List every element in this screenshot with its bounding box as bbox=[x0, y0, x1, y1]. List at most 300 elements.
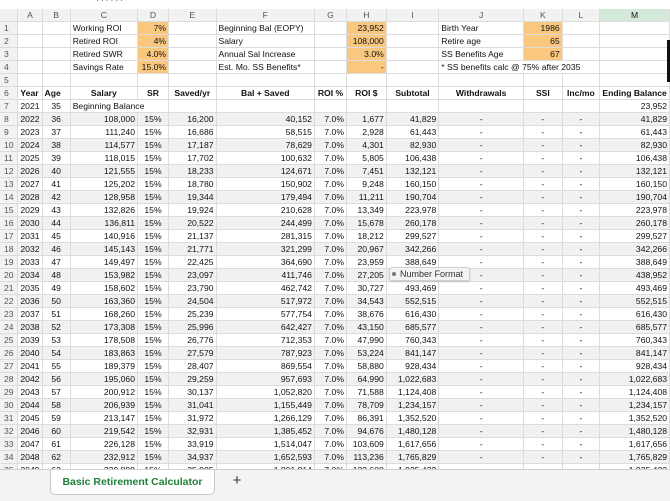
salary-cell[interactable]: 232,912 bbox=[70, 451, 137, 464]
cell-i[interactable] bbox=[386, 35, 438, 48]
bal-saved-cell[interactable]: 210,628 bbox=[216, 204, 314, 217]
roi-pct-cell[interactable]: 7.0% bbox=[314, 152, 346, 165]
roi-amt-cell[interactable]: 64,990 bbox=[346, 373, 386, 386]
column-header-i[interactable]: I bbox=[386, 9, 438, 22]
cell-g[interactable] bbox=[314, 61, 346, 74]
saved-cell[interactable]: 27,579 bbox=[169, 347, 216, 360]
cell-a[interactable] bbox=[18, 35, 42, 48]
ssi-cell[interactable]: - bbox=[524, 451, 563, 464]
row-header-26[interactable]: 26 bbox=[0, 347, 18, 360]
ending-balance-cell[interactable]: 132,121 bbox=[600, 165, 670, 178]
salary-cell[interactable]: 153,982 bbox=[70, 269, 137, 282]
age-cell[interactable]: 48 bbox=[42, 269, 70, 282]
saved-cell[interactable]: 17,187 bbox=[169, 139, 216, 152]
saved-cell[interactable]: 29,259 bbox=[169, 373, 216, 386]
cell-l[interactable] bbox=[562, 35, 600, 48]
row-header-11[interactable]: 11 bbox=[0, 152, 18, 165]
withdrawals-cell[interactable]: - bbox=[439, 451, 524, 464]
inc-cell[interactable]: - bbox=[562, 373, 600, 386]
saved-cell[interactable]: 28,407 bbox=[169, 360, 216, 373]
sr-cell[interactable]: 15% bbox=[137, 282, 168, 295]
age-cell[interactable]: 35 bbox=[42, 100, 70, 113]
age-cell[interactable]: 60 bbox=[42, 425, 70, 438]
column-header-a[interactable]: A bbox=[18, 9, 42, 22]
roi-pct-cell[interactable]: 7.0% bbox=[314, 165, 346, 178]
withdrawals-cell[interactable]: - bbox=[439, 412, 524, 425]
year-cell[interactable]: 2021 bbox=[18, 100, 42, 113]
ending-balance-cell[interactable]: 260,178 bbox=[600, 217, 670, 230]
age-cell[interactable]: 36 bbox=[42, 113, 70, 126]
sr-cell[interactable]: 15% bbox=[137, 204, 168, 217]
input-value[interactable]: 108,000 bbox=[346, 35, 386, 48]
row-header-12[interactable]: 12 bbox=[0, 165, 18, 178]
salary-cell[interactable]: 114,577 bbox=[70, 139, 137, 152]
year-cell[interactable]: 2046 bbox=[18, 425, 42, 438]
inc-cell[interactable]: - bbox=[562, 321, 600, 334]
cell-m[interactable] bbox=[600, 35, 670, 48]
roi-pct-cell[interactable]: 7.0% bbox=[314, 243, 346, 256]
ssi-cell[interactable]: - bbox=[524, 386, 563, 399]
year-cell[interactable]: 2033 bbox=[18, 256, 42, 269]
cell-m[interactable] bbox=[600, 61, 670, 74]
input-value[interactable]: 7% bbox=[137, 22, 168, 35]
sr-cell[interactable]: 15% bbox=[137, 165, 168, 178]
salary-cell[interactable]: 158,602 bbox=[70, 282, 137, 295]
age-cell[interactable]: 51 bbox=[42, 308, 70, 321]
ssi-cell[interactable]: - bbox=[524, 334, 563, 347]
inc-cell[interactable]: - bbox=[562, 360, 600, 373]
ending-balance-cell[interactable]: 438,952 bbox=[600, 269, 670, 282]
cell-a[interactable] bbox=[18, 61, 42, 74]
year-cell[interactable]: 2038 bbox=[18, 321, 42, 334]
year-cell[interactable]: 2047 bbox=[18, 438, 42, 451]
roi-amt-cell[interactable]: 71,588 bbox=[346, 386, 386, 399]
subtotal-cell[interactable]: 760,343 bbox=[386, 334, 438, 347]
ending-balance-cell[interactable]: 616,430 bbox=[600, 308, 670, 321]
row-header-3[interactable]: 3 bbox=[0, 48, 18, 61]
cell-e[interactable] bbox=[169, 35, 216, 48]
ssi-cell[interactable]: - bbox=[524, 412, 563, 425]
roi-pct-cell[interactable]: 7.0% bbox=[314, 373, 346, 386]
cell-a[interactable] bbox=[18, 48, 42, 61]
salary-cell[interactable]: 183,863 bbox=[70, 347, 137, 360]
input-value[interactable]: 4.0% bbox=[137, 48, 168, 61]
row-header-33[interactable]: 33 bbox=[0, 438, 18, 451]
withdrawals-cell[interactable]: - bbox=[439, 308, 524, 321]
empty-cell[interactable] bbox=[439, 74, 524, 87]
ssi-cell[interactable]: - bbox=[524, 230, 563, 243]
row-header-9[interactable]: 9 bbox=[0, 126, 18, 139]
cell-e[interactable] bbox=[169, 48, 216, 61]
row-header-5[interactable]: 5 bbox=[0, 74, 18, 87]
roi-amt-cell[interactable]: 4,301 bbox=[346, 139, 386, 152]
salary-cell[interactable]: 163,360 bbox=[70, 295, 137, 308]
row-header-7[interactable]: 7 bbox=[0, 100, 18, 113]
year-cell[interactable]: 2032 bbox=[18, 243, 42, 256]
inc-cell[interactable]: - bbox=[562, 139, 600, 152]
empty-cell[interactable] bbox=[346, 100, 386, 113]
row-header-20[interactable]: 20 bbox=[0, 269, 18, 282]
empty-cell[interactable] bbox=[169, 74, 216, 87]
saved-cell[interactable]: 19,924 bbox=[169, 204, 216, 217]
bal-saved-cell[interactable]: 244,499 bbox=[216, 217, 314, 230]
age-cell[interactable]: 56 bbox=[42, 373, 70, 386]
roi-amt-cell[interactable]: 27,205 bbox=[346, 269, 386, 282]
empty-cell[interactable] bbox=[524, 100, 563, 113]
ssi-cell[interactable]: - bbox=[524, 438, 563, 451]
bal-saved-cell[interactable]: 124,671 bbox=[216, 165, 314, 178]
roi-amt-cell[interactable]: 15,678 bbox=[346, 217, 386, 230]
subtotal-cell[interactable]: 1,480,128 bbox=[386, 425, 438, 438]
salary-cell[interactable]: 178,508 bbox=[70, 334, 137, 347]
inc-cell[interactable]: - bbox=[562, 269, 600, 282]
saved-cell[interactable]: 19,344 bbox=[169, 191, 216, 204]
bal-saved-cell[interactable]: 1,155,449 bbox=[216, 399, 314, 412]
ssi-cell[interactable]: - bbox=[524, 282, 563, 295]
withdrawals-cell[interactable]: - bbox=[439, 230, 524, 243]
empty-cell[interactable] bbox=[600, 74, 670, 87]
saved-cell[interactable]: 31,041 bbox=[169, 399, 216, 412]
ssi-cell[interactable]: - bbox=[524, 217, 563, 230]
ending-balance-cell[interactable]: 1,022,683 bbox=[600, 373, 670, 386]
roi-pct-cell[interactable]: 7.0% bbox=[314, 451, 346, 464]
empty-cell[interactable] bbox=[18, 74, 42, 87]
subtotal-cell[interactable]: 1,022,683 bbox=[386, 373, 438, 386]
withdrawals-cell[interactable]: - bbox=[439, 360, 524, 373]
empty-cell[interactable] bbox=[42, 74, 70, 87]
sr-cell[interactable]: 15% bbox=[137, 412, 168, 425]
inc-cell[interactable]: - bbox=[562, 295, 600, 308]
inc-cell[interactable]: - bbox=[562, 204, 600, 217]
withdrawals-cell[interactable]: - bbox=[439, 399, 524, 412]
bal-saved-cell[interactable]: 321,299 bbox=[216, 243, 314, 256]
inc-cell[interactable]: - bbox=[562, 230, 600, 243]
bal-saved-cell[interactable]: 100,632 bbox=[216, 152, 314, 165]
ssi-cell[interactable]: - bbox=[524, 126, 563, 139]
row-header-22[interactable]: 22 bbox=[0, 295, 18, 308]
column-header-c[interactable]: C bbox=[70, 9, 137, 22]
bal-saved-cell[interactable]: 787,923 bbox=[216, 347, 314, 360]
year-cell[interactable]: 2040 bbox=[18, 347, 42, 360]
sr-cell[interactable]: 15% bbox=[137, 113, 168, 126]
saved-cell[interactable]: 33,919 bbox=[169, 438, 216, 451]
roi-pct-cell[interactable]: 7.0% bbox=[314, 269, 346, 282]
roi-amt-cell[interactable]: 58,880 bbox=[346, 360, 386, 373]
ending-balance-cell[interactable]: 493,469 bbox=[600, 282, 670, 295]
cell-g[interactable] bbox=[314, 35, 346, 48]
bal-saved-cell[interactable]: 517,972 bbox=[216, 295, 314, 308]
row-header-31[interactable]: 31 bbox=[0, 412, 18, 425]
subtotal-cell[interactable]: 928,434 bbox=[386, 360, 438, 373]
subtotal-cell[interactable]: 493,469 bbox=[386, 282, 438, 295]
bal-saved-cell[interactable]: 40,152 bbox=[216, 113, 314, 126]
ssi-cell[interactable]: - bbox=[524, 360, 563, 373]
roi-amt-cell[interactable]: 18,212 bbox=[346, 230, 386, 243]
sr-cell[interactable]: 15% bbox=[137, 334, 168, 347]
roi-amt-cell[interactable]: 34,543 bbox=[346, 295, 386, 308]
roi-amt-cell[interactable]: 9,248 bbox=[346, 178, 386, 191]
bal-saved-cell[interactable]: 58,515 bbox=[216, 126, 314, 139]
salary-cell[interactable]: 128,958 bbox=[70, 191, 137, 204]
roi-pct-cell[interactable]: 7.0% bbox=[314, 204, 346, 217]
roi-pct-cell[interactable]: 7.0% bbox=[314, 438, 346, 451]
ending-balance-cell[interactable]: 160,150 bbox=[600, 178, 670, 191]
cell-b[interactable] bbox=[42, 35, 70, 48]
age-cell[interactable]: 47 bbox=[42, 256, 70, 269]
input-value[interactable]: - bbox=[346, 61, 386, 74]
age-cell[interactable]: 37 bbox=[42, 126, 70, 139]
roi-amt-cell[interactable]: 113,236 bbox=[346, 451, 386, 464]
salary-cell[interactable]: 189,379 bbox=[70, 360, 137, 373]
withdrawals-cell[interactable]: - bbox=[439, 217, 524, 230]
column-header-h[interactable]: H bbox=[346, 9, 386, 22]
ssi-cell[interactable]: - bbox=[524, 204, 563, 217]
withdrawals-cell[interactable]: - bbox=[439, 282, 524, 295]
row-header-13[interactable]: 13 bbox=[0, 178, 18, 191]
cell-i[interactable] bbox=[386, 22, 438, 35]
salary-cell[interactable]: 121,555 bbox=[70, 165, 137, 178]
salary-cell[interactable]: 226,128 bbox=[70, 438, 137, 451]
salary-cell[interactable]: 125,202 bbox=[70, 178, 137, 191]
subtotal-cell[interactable]: 1,124,408 bbox=[386, 386, 438, 399]
year-cell[interactable]: 2024 bbox=[18, 139, 42, 152]
bal-saved-cell[interactable]: 869,554 bbox=[216, 360, 314, 373]
roi-amt-cell[interactable]: 38,676 bbox=[346, 308, 386, 321]
row-header-28[interactable]: 28 bbox=[0, 373, 18, 386]
input-value[interactable]: 4% bbox=[137, 35, 168, 48]
subtotal-cell[interactable]: 61,443 bbox=[386, 126, 438, 139]
saved-cell[interactable]: 18,780 bbox=[169, 178, 216, 191]
roi-amt-cell[interactable]: 94,676 bbox=[346, 425, 386, 438]
row-header-29[interactable]: 29 bbox=[0, 386, 18, 399]
row-header-10[interactable]: 10 bbox=[0, 139, 18, 152]
ending-balance-cell[interactable]: 841,147 bbox=[600, 347, 670, 360]
roi-pct-cell[interactable]: 7.0% bbox=[314, 412, 346, 425]
saved-cell[interactable]: 30,137 bbox=[169, 386, 216, 399]
saved-cell[interactable]: 31,972 bbox=[169, 412, 216, 425]
row-header-34[interactable]: 34 bbox=[0, 451, 18, 464]
withdrawals-cell[interactable]: - bbox=[439, 347, 524, 360]
empty-cell[interactable] bbox=[524, 74, 563, 87]
year-cell[interactable]: 2028 bbox=[18, 191, 42, 204]
sr-cell[interactable]: 15% bbox=[137, 373, 168, 386]
year-cell[interactable]: 2039 bbox=[18, 334, 42, 347]
cell-g[interactable] bbox=[314, 22, 346, 35]
subtotal-cell[interactable]: 1,234,157 bbox=[386, 399, 438, 412]
salary-cell[interactable]: 136,811 bbox=[70, 217, 137, 230]
inc-cell[interactable]: - bbox=[562, 113, 600, 126]
row-header-6[interactable]: 6 bbox=[0, 87, 18, 100]
subtotal-cell[interactable]: 260,178 bbox=[386, 217, 438, 230]
bal-saved-cell[interactable]: 462,742 bbox=[216, 282, 314, 295]
year-cell[interactable]: 2027 bbox=[18, 178, 42, 191]
salary-cell[interactable]: 200,912 bbox=[70, 386, 137, 399]
year-cell[interactable]: 2022 bbox=[18, 113, 42, 126]
ssi-cell[interactable]: - bbox=[524, 178, 563, 191]
ending-balance-cell[interactable]: 190,704 bbox=[600, 191, 670, 204]
inc-cell[interactable]: - bbox=[562, 178, 600, 191]
sr-cell[interactable]: 15% bbox=[137, 386, 168, 399]
withdrawals-cell[interactable]: - bbox=[439, 126, 524, 139]
sr-cell[interactable]: 15% bbox=[137, 230, 168, 243]
roi-amt-cell[interactable]: 20,967 bbox=[346, 243, 386, 256]
saved-cell[interactable]: 25,239 bbox=[169, 308, 216, 321]
column-header-e[interactable]: E bbox=[169, 9, 216, 22]
ending-balance-cell[interactable]: 1,124,408 bbox=[600, 386, 670, 399]
ending-balance-cell[interactable]: 61,443 bbox=[600, 126, 670, 139]
row-header-23[interactable]: 23 bbox=[0, 308, 18, 321]
empty-cell[interactable] bbox=[439, 100, 524, 113]
roi-amt-cell[interactable]: 78,709 bbox=[346, 399, 386, 412]
age-cell[interactable]: 59 bbox=[42, 412, 70, 425]
subtotal-cell[interactable]: 552,515 bbox=[386, 295, 438, 308]
ssi-cell[interactable]: - bbox=[524, 269, 563, 282]
year-cell[interactable]: 2037 bbox=[18, 308, 42, 321]
subtotal-cell[interactable]: 41,829 bbox=[386, 113, 438, 126]
ending-balance-cell[interactable]: 685,577 bbox=[600, 321, 670, 334]
age-cell[interactable]: 40 bbox=[42, 165, 70, 178]
saved-cell[interactable]: 18,233 bbox=[169, 165, 216, 178]
row-header-19[interactable]: 19 bbox=[0, 256, 18, 269]
inc-cell[interactable]: - bbox=[562, 347, 600, 360]
row-header-21[interactable]: 21 bbox=[0, 282, 18, 295]
sr-cell[interactable]: 15% bbox=[137, 139, 168, 152]
year-cell[interactable]: 2026 bbox=[18, 165, 42, 178]
roi-amt-cell[interactable]: 7,451 bbox=[346, 165, 386, 178]
cell-l[interactable] bbox=[562, 48, 600, 61]
empty-cell[interactable] bbox=[314, 74, 346, 87]
roi-pct-cell[interactable]: 7.0% bbox=[314, 360, 346, 373]
saved-cell[interactable]: 26,776 bbox=[169, 334, 216, 347]
roi-pct-cell[interactable]: 7.0% bbox=[314, 139, 346, 152]
age-cell[interactable]: 45 bbox=[42, 230, 70, 243]
column-header-j[interactable]: J bbox=[439, 9, 524, 22]
salary-cell[interactable]: 168,260 bbox=[70, 308, 137, 321]
subtotal-cell[interactable]: 132,121 bbox=[386, 165, 438, 178]
inc-cell[interactable]: - bbox=[562, 412, 600, 425]
ssi-cell[interactable]: - bbox=[524, 243, 563, 256]
inc-cell[interactable]: - bbox=[562, 152, 600, 165]
ending-balance-cell[interactable]: 41,829 bbox=[600, 113, 670, 126]
ending-balance-cell[interactable]: 82,930 bbox=[600, 139, 670, 152]
inc-cell[interactable]: - bbox=[562, 451, 600, 464]
withdrawals-cell[interactable]: - bbox=[439, 178, 524, 191]
year-cell[interactable]: 2043 bbox=[18, 386, 42, 399]
subtotal-cell[interactable]: 223,978 bbox=[386, 204, 438, 217]
empty-cell[interactable] bbox=[216, 74, 314, 87]
inc-cell[interactable]: - bbox=[562, 243, 600, 256]
input-value[interactable]: 15.0% bbox=[137, 61, 168, 74]
sr-cell[interactable]: 15% bbox=[137, 178, 168, 191]
saved-cell[interactable]: 17,702 bbox=[169, 152, 216, 165]
cell-e[interactable] bbox=[169, 61, 216, 74]
year-cell[interactable]: 2045 bbox=[18, 412, 42, 425]
bal-saved-cell[interactable]: 577,754 bbox=[216, 308, 314, 321]
row-header-15[interactable]: 15 bbox=[0, 204, 18, 217]
roi-amt-cell[interactable]: 5,805 bbox=[346, 152, 386, 165]
input-value[interactable]: 23,952 bbox=[346, 22, 386, 35]
subtotal-cell[interactable]: 160,150 bbox=[386, 178, 438, 191]
withdrawals-cell[interactable]: - bbox=[439, 152, 524, 165]
inc-cell[interactable]: - bbox=[562, 282, 600, 295]
cell-b[interactable] bbox=[42, 61, 70, 74]
cell-i[interactable] bbox=[386, 48, 438, 61]
saved-cell[interactable]: 34,937 bbox=[169, 451, 216, 464]
empty-cell[interactable] bbox=[562, 100, 600, 113]
bal-saved-cell[interactable]: 1,385,452 bbox=[216, 425, 314, 438]
salary-cell[interactable]: 195,060 bbox=[70, 373, 137, 386]
cell-l[interactable] bbox=[562, 22, 600, 35]
column-header-k[interactable]: K bbox=[524, 9, 563, 22]
inc-cell[interactable]: - bbox=[562, 425, 600, 438]
cell-m[interactable] bbox=[600, 22, 670, 35]
ending-balance-cell[interactable]: 1,480,128 bbox=[600, 425, 670, 438]
bal-saved-cell[interactable]: 364,690 bbox=[216, 256, 314, 269]
ending-balance-cell[interactable]: 106,438 bbox=[600, 152, 670, 165]
age-cell[interactable]: 43 bbox=[42, 204, 70, 217]
age-cell[interactable]: 41 bbox=[42, 178, 70, 191]
sr-cell[interactable]: 15% bbox=[137, 438, 168, 451]
roi-amt-cell[interactable]: 47,990 bbox=[346, 334, 386, 347]
row-header-8[interactable]: 8 bbox=[0, 113, 18, 126]
saved-cell[interactable]: 23,790 bbox=[169, 282, 216, 295]
saved-cell[interactable]: 16,200 bbox=[169, 113, 216, 126]
ending-balance-cell[interactable]: 342,266 bbox=[600, 243, 670, 256]
roi-pct-cell[interactable]: 7.0% bbox=[314, 386, 346, 399]
withdrawals-cell[interactable]: - bbox=[439, 334, 524, 347]
roi-pct-cell[interactable]: 7.0% bbox=[314, 256, 346, 269]
sr-cell[interactable]: 15% bbox=[137, 269, 168, 282]
subtotal-cell[interactable]: 106,438 bbox=[386, 152, 438, 165]
inc-cell[interactable]: - bbox=[562, 438, 600, 451]
empty-cell[interactable] bbox=[346, 74, 386, 87]
sr-cell[interactable]: 15% bbox=[137, 217, 168, 230]
subtotal-cell[interactable]: 685,577 bbox=[386, 321, 438, 334]
saved-cell[interactable]: 21,771 bbox=[169, 243, 216, 256]
ssi-cell[interactable]: - bbox=[524, 308, 563, 321]
ssi-cell[interactable]: - bbox=[524, 373, 563, 386]
roi-amt-cell[interactable]: 53,224 bbox=[346, 347, 386, 360]
ending-balance-cell[interactable]: 299,527 bbox=[600, 230, 670, 243]
cell-i[interactable] bbox=[386, 61, 438, 74]
year-cell[interactable]: 2044 bbox=[18, 399, 42, 412]
input-value[interactable]: 67 bbox=[524, 48, 563, 61]
age-cell[interactable]: 62 bbox=[42, 451, 70, 464]
sr-cell[interactable]: 15% bbox=[137, 308, 168, 321]
withdrawals-cell[interactable]: - bbox=[439, 269, 524, 282]
empty-cell[interactable] bbox=[562, 74, 600, 87]
ending-balance-cell[interactable]: 1,234,157 bbox=[600, 399, 670, 412]
bal-saved-cell[interactable]: 712,353 bbox=[216, 334, 314, 347]
ssi-cell[interactable]: - bbox=[524, 321, 563, 334]
year-cell[interactable]: 2031 bbox=[18, 230, 42, 243]
bal-saved-cell[interactable]: 78,629 bbox=[216, 139, 314, 152]
inc-cell[interactable]: - bbox=[562, 399, 600, 412]
roi-amt-cell[interactable]: 13,349 bbox=[346, 204, 386, 217]
roi-pct-cell[interactable]: 7.0% bbox=[314, 295, 346, 308]
cell-b[interactable] bbox=[42, 22, 70, 35]
salary-cell[interactable]: 213,147 bbox=[70, 412, 137, 425]
roi-pct-cell[interactable]: 7.0% bbox=[314, 321, 346, 334]
cell-a[interactable] bbox=[18, 22, 42, 35]
saved-cell[interactable]: 24,504 bbox=[169, 295, 216, 308]
inc-cell[interactable]: - bbox=[562, 256, 600, 269]
withdrawals-cell[interactable]: - bbox=[439, 191, 524, 204]
row-header-25[interactable]: 25 bbox=[0, 334, 18, 347]
cell-m[interactable] bbox=[600, 48, 670, 61]
cell-e[interactable] bbox=[169, 22, 216, 35]
year-cell[interactable]: 2041 bbox=[18, 360, 42, 373]
